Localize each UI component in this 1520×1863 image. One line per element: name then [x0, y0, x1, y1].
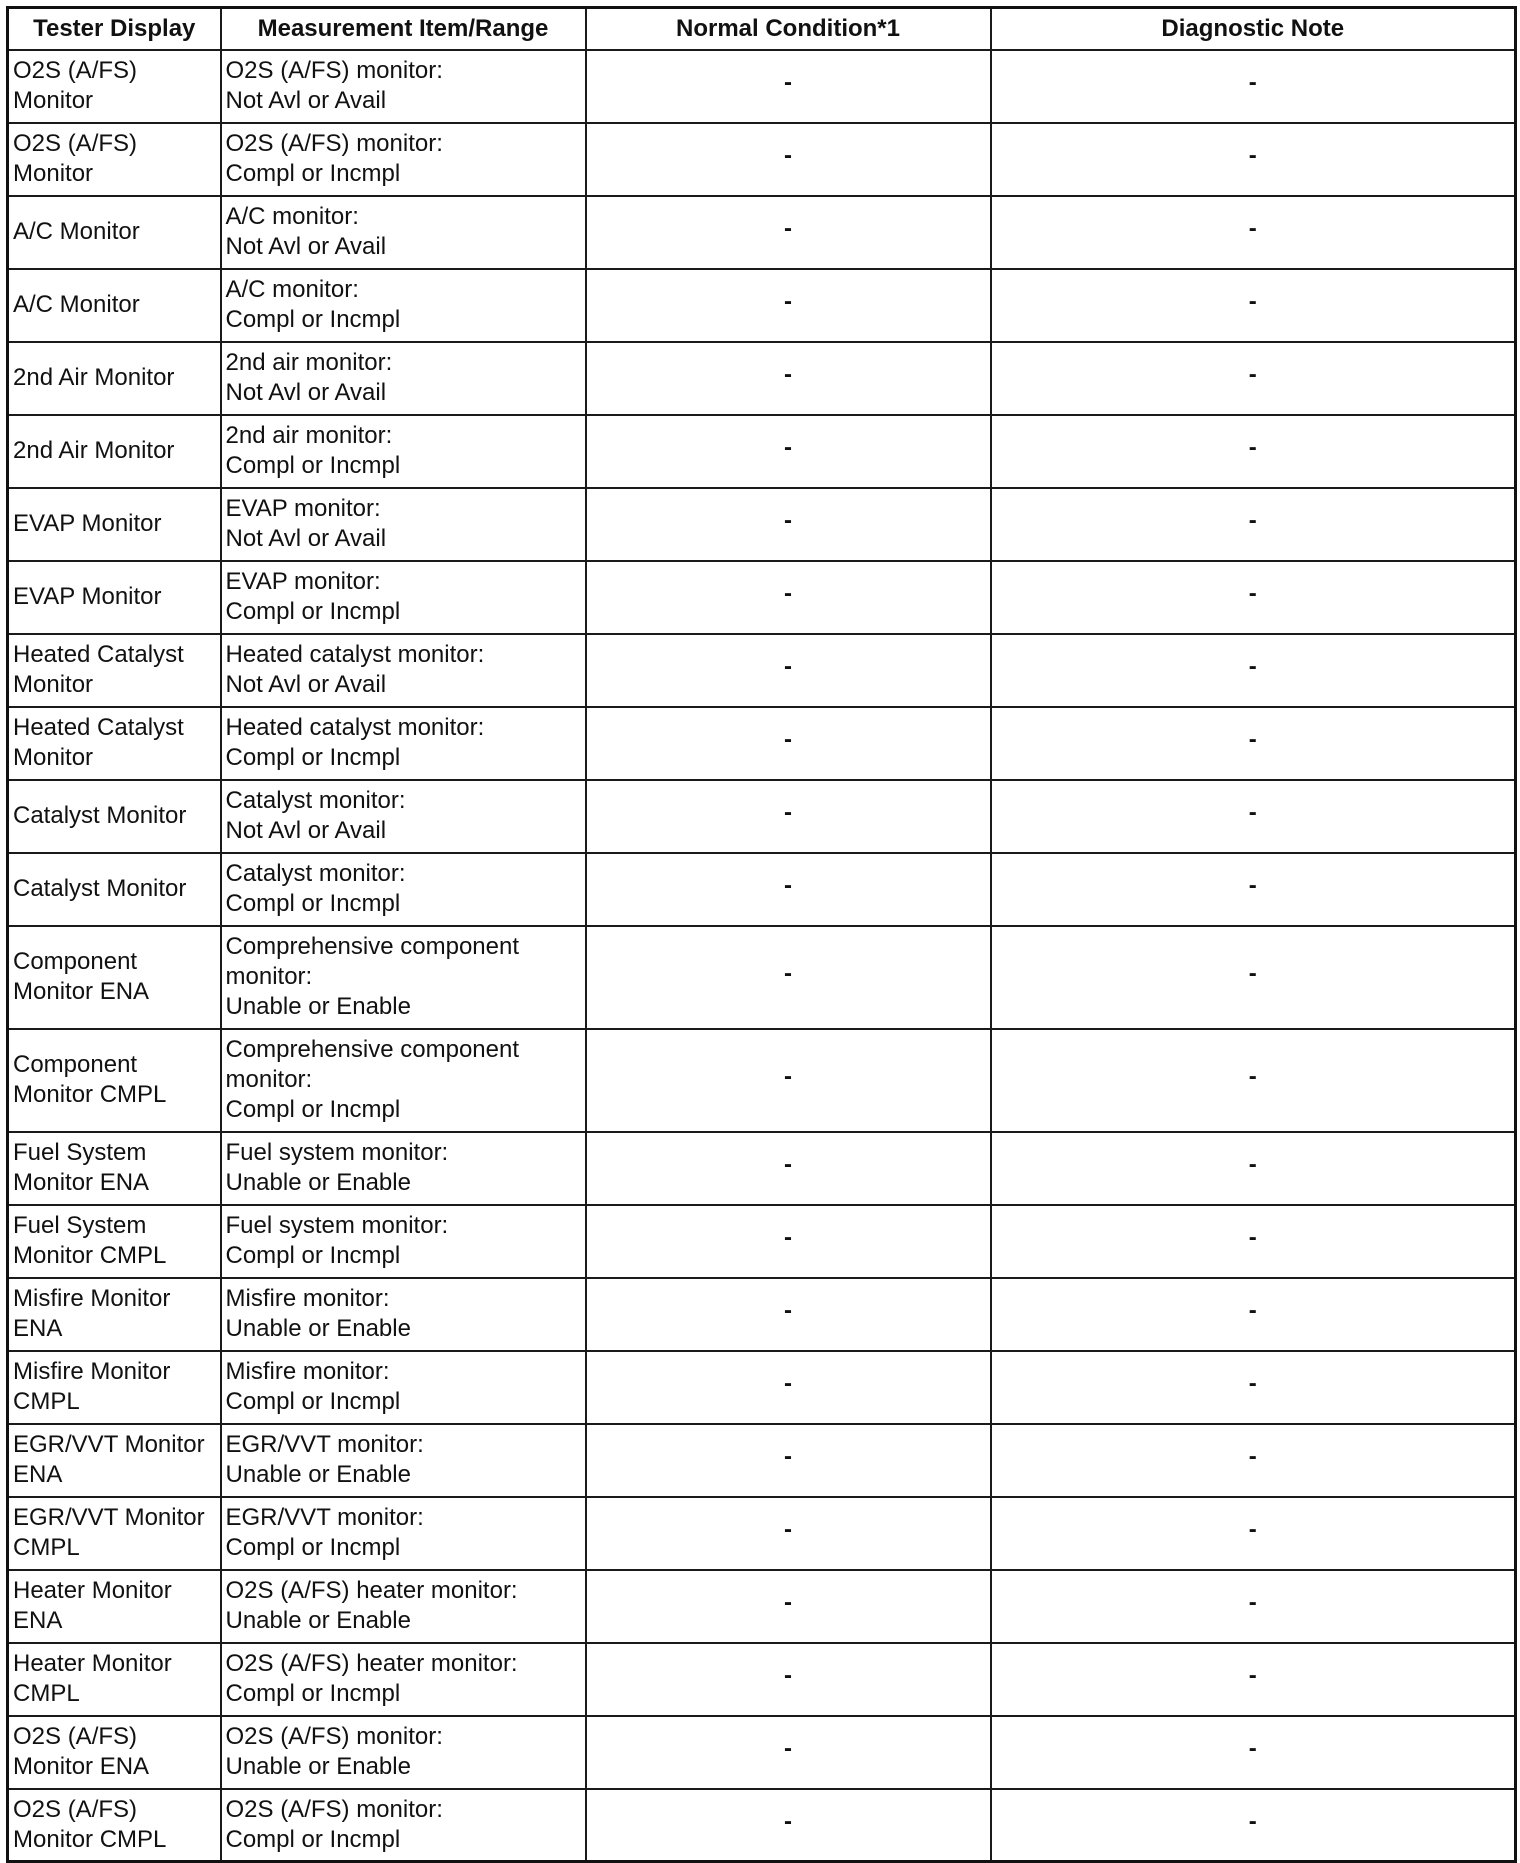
- header-normal-condition: Normal Condition*1: [586, 8, 991, 50]
- measurement-item-cell: [221, 1789, 586, 1862]
- table-row: [8, 1029, 1516, 1132]
- normal-condition-cell: -: [586, 853, 991, 926]
- measurement-item-line: Not Avl or Avail: [225, 233, 387, 260]
- measurement-item-line: Misfire monitor:: [225, 1285, 390, 1312]
- tester-display-cell: Fuel System Monitor ENA: [8, 1132, 221, 1205]
- tester-display-cell: A/C Monitor: [8, 269, 221, 342]
- measurement-item-cell: [221, 50, 586, 123]
- table-row: [8, 123, 1516, 196]
- table-row: [8, 1278, 1516, 1351]
- diagnostic-note-cell: -: [991, 1424, 1516, 1497]
- normal-condition-cell: -: [586, 1029, 991, 1132]
- tester-display-cell: Heated Catalyst Monitor: [8, 634, 221, 707]
- normal-condition-cell: -: [586, 780, 991, 853]
- measurement-item-line: Compl or Incmpl: [225, 452, 401, 479]
- measurement-item-line: Not Avl or Avail: [225, 525, 387, 552]
- table-row: [8, 269, 1516, 342]
- tester-display-cell: EVAP Monitor: [8, 561, 221, 634]
- measurement-item-line: O2S (A/FS) monitor:: [225, 1723, 443, 1750]
- tester-display-cell: Heated Catalyst Monitor: [8, 707, 221, 780]
- measurement-item-line: Compl or Incmpl: [225, 306, 401, 333]
- tester-display-cell: O2S (A/FS) Monitor CMPL: [8, 1789, 221, 1862]
- measurement-item-line: Unable or Enable: [225, 1315, 411, 1342]
- table-row: [8, 1643, 1516, 1716]
- table-row: [8, 1424, 1516, 1497]
- tester-display-cell: Component Monitor ENA: [8, 926, 221, 1029]
- measurement-item-line: Unable or Enable: [225, 1169, 411, 1196]
- measurement-item-line: EGR/VVT monitor:: [225, 1504, 424, 1531]
- measurement-item-line: Not Avl or Avail: [225, 379, 387, 406]
- tester-display-cell: O2S (A/FS) Monitor: [8, 123, 221, 196]
- diagnostic-note-cell: -: [991, 1029, 1516, 1132]
- diagnostic-note-cell: -: [991, 561, 1516, 634]
- measurement-item-cell: [221, 780, 586, 853]
- normal-condition-cell: -: [586, 1716, 991, 1789]
- normal-condition-cell: -: [586, 1643, 991, 1716]
- measurement-item-cell: [221, 123, 586, 196]
- measurement-item-line: 2nd air monitor:: [225, 422, 393, 449]
- table-header: [8, 8, 1516, 50]
- measurement-item-cell: [221, 415, 586, 488]
- measurement-item-line: Catalyst monitor:: [225, 860, 406, 887]
- diagnostic-note-cell: -: [991, 707, 1516, 780]
- diagnostic-note-cell: -: [991, 342, 1516, 415]
- measurement-item-cell: [221, 634, 586, 707]
- tester-display-cell: Misfire Monitor CMPL: [8, 1351, 221, 1424]
- diagnostic-note-cell: -: [991, 1351, 1516, 1424]
- measurement-item-line: Catalyst monitor:: [225, 787, 406, 814]
- table-row: [8, 196, 1516, 269]
- normal-condition-cell: -: [586, 634, 991, 707]
- normal-condition-cell: -: [586, 342, 991, 415]
- diagnostic-note-cell: -: [991, 1570, 1516, 1643]
- header-row: [8, 8, 1516, 50]
- measurement-item-cell: [221, 1029, 586, 1132]
- table-row: [8, 1716, 1516, 1789]
- tester-display-cell: 2nd Air Monitor: [8, 415, 221, 488]
- document-sheet: [6, 6, 1514, 1863]
- measurement-item-line: Compl or Incmpl: [225, 160, 401, 187]
- normal-condition-cell: -: [586, 561, 991, 634]
- diagnostic-note-cell: -: [991, 1497, 1516, 1570]
- measurement-item-line: Compl or Incmpl: [225, 1096, 401, 1123]
- measurement-item-line: Compl or Incmpl: [225, 1388, 401, 1415]
- tester-display-cell: EVAP Monitor: [8, 488, 221, 561]
- table-row: [8, 50, 1516, 123]
- monitor-status-table: [6, 6, 1517, 1863]
- table-row: [8, 1205, 1516, 1278]
- measurement-item-cell: [221, 488, 586, 561]
- diagnostic-note-cell: -: [991, 415, 1516, 488]
- table-row: [8, 561, 1516, 634]
- measurement-item-cell: [221, 561, 586, 634]
- measurement-item-cell: [221, 926, 586, 1029]
- measurement-item-cell: [221, 1132, 586, 1205]
- normal-condition-cell: -: [586, 926, 991, 1029]
- diagnostic-note-cell: -: [991, 1643, 1516, 1716]
- measurement-item-line: O2S (A/FS) monitor:: [225, 130, 443, 157]
- normal-condition-cell: -: [586, 269, 991, 342]
- tester-display-cell: Component Monitor CMPL: [8, 1029, 221, 1132]
- tester-display-cell: O2S (A/FS) Monitor ENA: [8, 1716, 221, 1789]
- measurement-item-line: 2nd air monitor:: [225, 349, 393, 376]
- tester-display-cell: Heater Monitor CMPL: [8, 1643, 221, 1716]
- normal-condition-cell: -: [586, 488, 991, 561]
- measurement-item-cell: [221, 342, 586, 415]
- normal-condition-cell: -: [586, 1351, 991, 1424]
- measurement-item-line: Not Avl or Avail: [225, 671, 387, 698]
- table-body: [8, 50, 1516, 1862]
- measurement-item-line: Comprehensive component monitor:: [225, 1036, 519, 1093]
- measurement-item-line: Unable or Enable: [225, 993, 411, 1020]
- measurement-item-line: Unable or Enable: [225, 1607, 411, 1634]
- diagnostic-note-cell: -: [991, 50, 1516, 123]
- measurement-item-line: O2S (A/FS) monitor:: [225, 57, 443, 84]
- table-row: [8, 488, 1516, 561]
- measurement-item-line: Compl or Incmpl: [225, 1242, 401, 1269]
- tester-display-cell: EGR/VVT Monitor ENA: [8, 1424, 221, 1497]
- tester-display-cell: EGR/VVT Monitor CMPL: [8, 1497, 221, 1570]
- tester-display-cell: A/C Monitor: [8, 196, 221, 269]
- measurement-item-cell: [221, 1716, 586, 1789]
- measurement-item-cell: [221, 1497, 586, 1570]
- measurement-item-line: Misfire monitor:: [225, 1358, 390, 1385]
- measurement-item-cell: [221, 1643, 586, 1716]
- normal-condition-cell: -: [586, 415, 991, 488]
- measurement-item-line: EGR/VVT monitor:: [225, 1431, 424, 1458]
- tester-display-cell: 2nd Air Monitor: [8, 342, 221, 415]
- normal-condition-cell: -: [586, 1497, 991, 1570]
- normal-condition-cell: -: [586, 1789, 991, 1862]
- diagnostic-note-cell: -: [991, 1205, 1516, 1278]
- normal-condition-cell: -: [586, 1132, 991, 1205]
- measurement-item-line: Fuel system monitor:: [225, 1139, 449, 1166]
- normal-condition-cell: -: [586, 1570, 991, 1643]
- measurement-item-cell: [221, 1424, 586, 1497]
- measurement-item-line: Not Avl or Avail: [225, 817, 387, 844]
- table-row: [8, 853, 1516, 926]
- measurement-item-line: Unable or Enable: [225, 1753, 411, 1780]
- measurement-item-cell: [221, 707, 586, 780]
- measurement-item-line: A/C monitor:: [225, 276, 359, 303]
- diagnostic-note-cell: -: [991, 1132, 1516, 1205]
- tester-display-cell: Fuel System Monitor CMPL: [8, 1205, 221, 1278]
- measurement-item-cell: [221, 853, 586, 926]
- measurement-item-line: O2S (A/FS) heater monitor:: [225, 1650, 518, 1677]
- measurement-item-line: Heated catalyst monitor:: [225, 714, 485, 741]
- measurement-item-line: Compl or Incmpl: [225, 744, 401, 771]
- measurement-item-cell: [221, 269, 586, 342]
- table-row: [8, 926, 1516, 1029]
- header-measurement-item: Measurement Item/Range: [221, 8, 586, 50]
- measurement-item-cell: [221, 196, 586, 269]
- measurement-item-line: O2S (A/FS) monitor:: [225, 1795, 443, 1823]
- diagnostic-note-cell: -: [991, 634, 1516, 707]
- table-row: [8, 342, 1516, 415]
- table-row: [8, 780, 1516, 853]
- normal-condition-cell: -: [586, 50, 991, 123]
- tester-display-cell: O2S (A/FS) Monitor: [8, 50, 221, 123]
- measurement-item-line: Unable or Enable: [225, 1461, 411, 1488]
- header-tester-display: Tester Display: [8, 8, 221, 50]
- tester-display-cell: Heater Monitor ENA: [8, 1570, 221, 1643]
- measurement-item-line: O2S (A/FS) heater monitor:: [225, 1577, 518, 1604]
- tester-display-cell: Catalyst Monitor: [8, 780, 221, 853]
- diagnostic-note-cell: -: [991, 196, 1516, 269]
- diagnostic-note-cell: -: [991, 780, 1516, 853]
- tester-display-cell: Catalyst Monitor: [8, 853, 221, 926]
- measurement-item-line: A/C monitor:: [225, 203, 359, 230]
- diagnostic-note-cell: -: [991, 1716, 1516, 1789]
- normal-condition-cell: -: [586, 707, 991, 780]
- table-row: [8, 1789, 1516, 1862]
- normal-condition-cell: -: [586, 123, 991, 196]
- measurement-item-line: Not Avl or Avail: [225, 87, 387, 114]
- measurement-item-cell: [221, 1351, 586, 1424]
- table-row: [8, 415, 1516, 488]
- measurement-item-line: Compl or Incmpl: [225, 1534, 401, 1561]
- measurement-item-line: Compl or Incmpl: [225, 1680, 401, 1707]
- measurement-item-line: Comprehensive component monitor:: [225, 933, 519, 990]
- measurement-item-line: EVAP monitor:: [225, 495, 381, 522]
- normal-condition-cell: -: [586, 1278, 991, 1351]
- table-row: [8, 1570, 1516, 1643]
- tester-display-cell: Misfire Monitor ENA: [8, 1278, 221, 1351]
- normal-condition-cell: -: [586, 196, 991, 269]
- table-row: [8, 707, 1516, 780]
- measurement-item-cell: [221, 1205, 586, 1278]
- diagnostic-note-cell: -: [991, 1278, 1516, 1351]
- diagnostic-note-cell: -: [991, 853, 1516, 926]
- measurement-item-cell: [221, 1278, 586, 1351]
- diagnostic-note-cell: -: [991, 1789, 1516, 1862]
- table-row: [8, 634, 1516, 707]
- diagnostic-note-cell: -: [991, 488, 1516, 561]
- header-diagnostic-note: Diagnostic Note: [991, 8, 1516, 50]
- measurement-item-line: Compl or Incmpl: [225, 598, 401, 625]
- measurement-item-line: EVAP monitor:: [225, 568, 381, 595]
- diagnostic-note-cell: -: [991, 926, 1516, 1029]
- table-row: [8, 1132, 1516, 1205]
- diagnostic-note-cell: -: [991, 123, 1516, 196]
- measurement-item-line: Compl or Incmpl: [225, 890, 401, 917]
- measurement-item-cell: [221, 1570, 586, 1643]
- diagnostic-note-cell: -: [991, 269, 1516, 342]
- normal-condition-cell: -: [586, 1205, 991, 1278]
- measurement-item-line: Compl or Incmpl: [225, 1825, 401, 1853]
- measurement-item-line: Fuel system monitor:: [225, 1212, 449, 1239]
- measurement-item-line: Heated catalyst monitor:: [225, 641, 485, 668]
- table-row: [8, 1497, 1516, 1570]
- table-row: [8, 1351, 1516, 1424]
- normal-condition-cell: -: [586, 1424, 991, 1497]
